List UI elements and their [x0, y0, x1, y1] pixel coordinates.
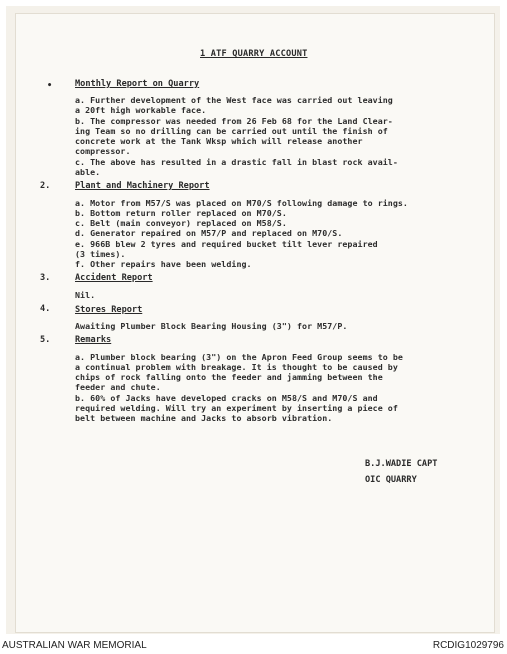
signature-name: B.J.WADIE CAPT	[365, 459, 438, 469]
document-title: 1 ATF QUARRY ACCOUNT	[200, 49, 308, 59]
section-heading-plant-machinery: Plant and Machinery Report	[75, 181, 210, 191]
text-line: f. Other repairs have been welding.	[75, 259, 252, 269]
text-line: ing Team so no drilling can be carried out until the finish of	[75, 126, 388, 136]
text-line: a. Plumber block bearing (3") on the Apron Feed Group seems to be	[75, 352, 403, 362]
section-number-4: 4.	[40, 304, 51, 314]
section-bullet-1: •	[47, 81, 53, 91]
text-line: a continual problem with breakage. It is thought to be caused by	[75, 362, 398, 372]
text-line: a 20ft high workable face.	[75, 105, 207, 115]
text-line: chips of rock falling onto the feeder and jamming between the	[75, 372, 383, 382]
text-line: Awaiting Plumber Block Bearing Housing (3") for M57/P.	[75, 321, 348, 331]
text-line: c. Belt (main conveyor) replaced on M58/S.	[75, 218, 287, 228]
text-line: a. Further development of the West face was carried out leaving	[75, 95, 393, 105]
section-number-3: 3.	[40, 273, 51, 283]
signature-role: OIC QUARRY	[365, 475, 417, 485]
text-line: e. 966B blew 2 tyres and required bucket tilt lever repaired	[75, 239, 378, 249]
section-heading-accident-report: Accident Report	[75, 273, 153, 283]
text-line: (3 times).	[75, 249, 126, 259]
text-line: feeder and chute.	[75, 382, 161, 392]
text-line: required welding. Will try an experiment by inserting a piece of	[75, 403, 398, 413]
text-line: b. Bottom return roller replaced on M70/S.	[75, 208, 287, 218]
text-line: concrete work at the Tank Wksp which will release another	[75, 136, 363, 146]
text-line: c. The above has resulted in a drastic fall in blast rock avail-	[75, 157, 398, 167]
text-line: compressor.	[75, 146, 131, 156]
section-number-5: 5.	[40, 335, 51, 345]
text-line: a. Motor from M57/S was placed on M70/S following damage to rings.	[75, 198, 408, 208]
text-line: belt between machine and Jacks to absorb vibration.	[75, 413, 333, 423]
section-heading-monthly-report: Monthly Report on Quarry	[75, 79, 200, 89]
text-line: able.	[75, 167, 101, 177]
footer-record-id: RCDIG1029796	[432, 640, 504, 651]
section-heading-stores-report: Stores Report	[75, 305, 143, 315]
text-line: b. The compressor was needed from 26 Feb 68 for the Land Clear-	[75, 116, 393, 126]
section-number-2: 2.	[40, 181, 51, 191]
text-line: Nil.	[75, 290, 96, 300]
text-line: d. Generator repaired on M57/P and replaced on M70/S.	[75, 228, 343, 238]
section-heading-remarks: Remarks	[75, 335, 112, 345]
footer-archive-name: AUSTRALIAN WAR MEMORIAL	[2, 640, 147, 651]
text-line: b. 60% of Jacks have developed cracks on M58/S and M70/S and	[75, 393, 378, 403]
